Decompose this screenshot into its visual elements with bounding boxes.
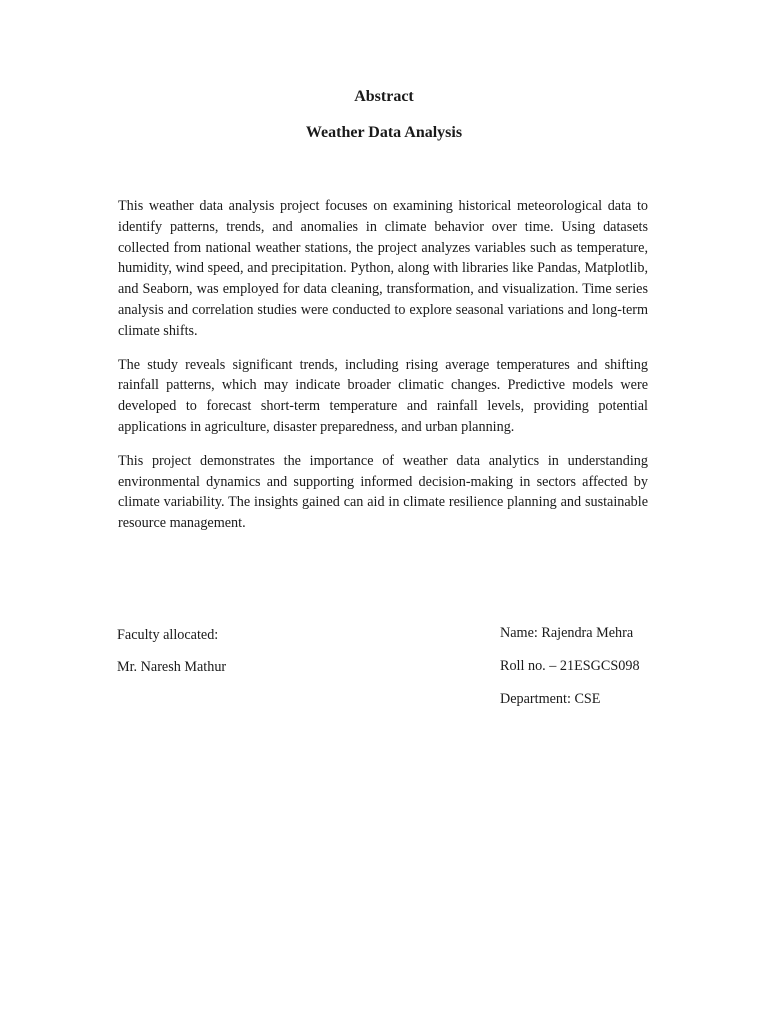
student-block — [500, 623, 640, 722]
abstract-paragraph-3: This project demonstrates the importance of weather data analytics in understanding environmental dynamics and supporting informed decision-making in sectors affected by climate variability. The insights gained can aid in climate resilience planning and sustainable resource management. — [118, 452, 648, 532]
abstract-body — [118, 196, 648, 547]
student-name: Name: Rajendra Mehra — [500, 625, 634, 641]
abstract-heading: Abstract — [354, 88, 414, 105]
student-roll: Roll no. – 21ESGCS098 — [500, 658, 640, 674]
abstract-paragraph-2: The study reveals significant trends, including rising average temperatures and shifting rainfall patterns, which may indicate broader climatic changes. Predictive models were developed to forecast short-term temperature and rainfall levels, providing potential applications in agriculture, disaster preparedness, and urban planning. — [118, 356, 648, 435]
faculty-label: Faculty allocated: — [117, 627, 219, 643]
abstract-paragraph-1: This weather data analysis project focuses on examining historical meteorological data to identify patterns, trends, and anomalies in climate behavior over time. Using datasets collected from national weather stations, the project analyzes variables such as temperature, humidity, wind speed, and precipitation. Python, along with libraries like Pandas, Matplotlib, and Seaborn, was employed for data cleaning, transformation, and visualization. Time series analysis and correlation studies were conducted to explore seasonal variations and long-term climate shifts. — [118, 198, 648, 339]
faculty-name: Mr. Naresh Mathur — [117, 659, 227, 675]
student-department: Department: CSE — [500, 691, 601, 707]
faculty-block — [117, 625, 226, 689]
document-title: Weather Data Analysis — [305, 124, 463, 141]
